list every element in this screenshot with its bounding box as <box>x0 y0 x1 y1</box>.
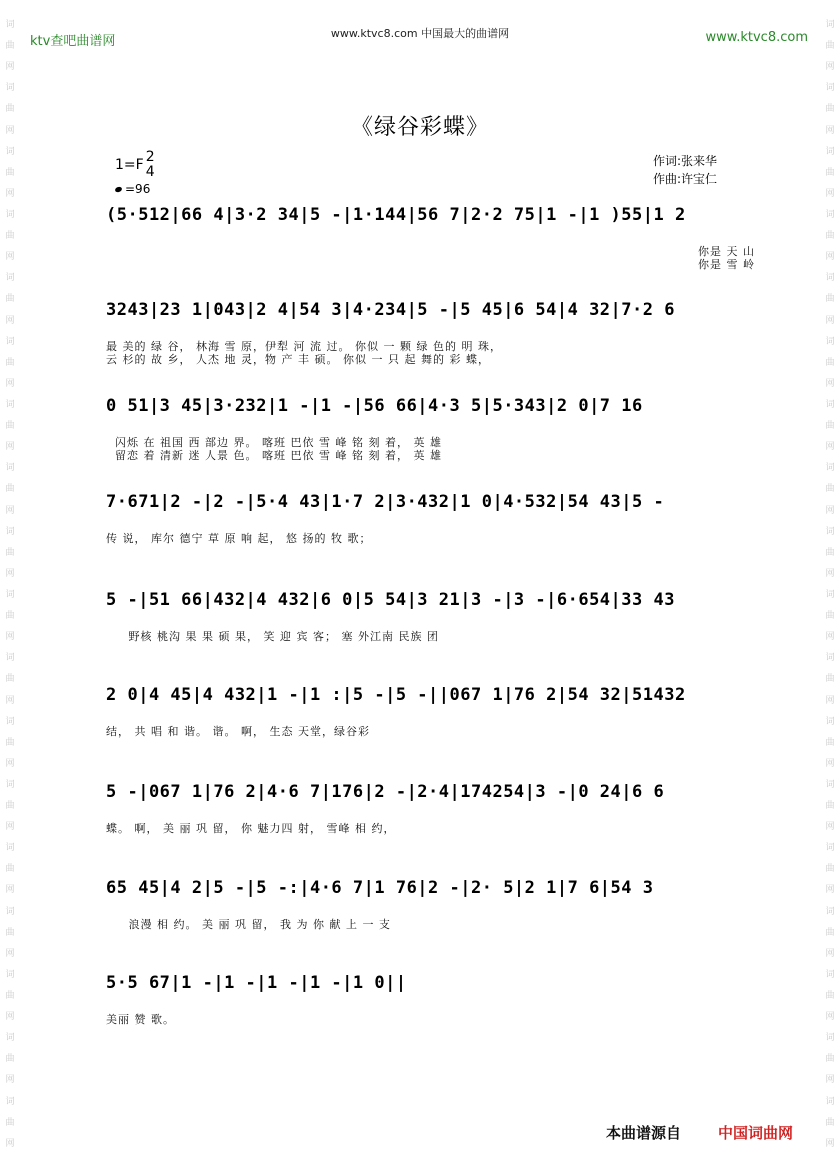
watermark-glyph: 曲 <box>5 231 15 242</box>
watermark-glyph: 网 <box>825 1075 835 1086</box>
watermark-glyph: 网 <box>5 695 15 706</box>
watermark-glyph: 网 <box>5 1075 15 1086</box>
lyric-line: 浪漫 相 约。 美 丽 巩 留， 我 为 你 献 上 一 支 <box>106 918 391 931</box>
notation-line: 5 -|067 1|76 2|4·6 7|176|2 -|2·4|174254|3 -|0 24|6 6 <box>106 782 665 802</box>
notation-line: 5·5 67|1 -|1 -|1 -|1 -|1 0|| <box>106 973 407 993</box>
watermark-glyph: 曲 <box>825 547 835 558</box>
notation-line: 65 45|4 2|5 -|5 -:|4·6 7|1 76|2 -|2· 5|2 1|7 6|54 3 <box>106 878 654 898</box>
notation-line: 2 0|4 45|4 432|1 -|1 :|5 -|5 -||067 1|76 2|54 32|51432 <box>106 685 686 705</box>
watermark-glyph: 曲 <box>825 927 835 938</box>
site-name-left: ktv查吧曲谱网 <box>30 34 116 49</box>
tempo-value: =96 <box>125 182 151 196</box>
watermark-glyph: 网 <box>825 1012 835 1023</box>
lyric-line: 美丽 赞 歌。 <box>106 1013 175 1026</box>
lyric-line: 你是 雪 岭 <box>698 258 755 271</box>
watermark-glyph: 网 <box>825 695 835 706</box>
watermark-glyph: 曲 <box>825 1054 835 1065</box>
time-top: 2 <box>145 149 155 165</box>
watermark-glyph: 词 <box>825 399 835 410</box>
quarter-note-icon <box>114 186 122 193</box>
lyric-line: 云 杉的 故 乡， 人杰 地 灵，物 产 丰 硕。 你似 一 只 起 舞的 彩 蝶， <box>106 353 490 366</box>
watermark-glyph: 词 <box>825 273 835 284</box>
composer-credit: 作曲:许宝仁 <box>653 172 718 186</box>
watermark-glyph: 词 <box>825 589 835 600</box>
watermark-glyph: 曲 <box>825 484 835 495</box>
key-label: 1=F <box>115 157 144 173</box>
watermark-glyph: 网 <box>825 822 835 833</box>
watermark-glyph: 网 <box>5 822 15 833</box>
watermark-glyph: 网 <box>825 758 835 769</box>
watermark-glyph: 网 <box>5 1012 15 1023</box>
watermark-glyph: 词 <box>825 146 835 157</box>
watermark-glyph: 词 <box>5 20 15 30</box>
watermark-glyph: 网 <box>5 252 15 263</box>
watermark-glyph: 曲 <box>825 737 835 748</box>
watermark-glyph: 曲 <box>5 674 15 685</box>
watermark-glyph: 词 <box>5 1033 15 1044</box>
song-title: 《绿谷彩蝶》 <box>350 115 489 140</box>
watermark-glyph: 词 <box>5 843 15 854</box>
watermark-glyph: 词 <box>5 209 15 220</box>
watermark-glyph: 曲 <box>5 104 15 115</box>
watermark-glyph: 网 <box>5 125 15 136</box>
watermark-glyph: 网 <box>825 442 835 453</box>
notation-line: 7·671|2 -|2 -|5·4 43|1·7 2|3·432|1 0|4·532|54 43|5 - <box>106 492 665 512</box>
watermark-glyph: 曲 <box>5 167 15 178</box>
watermark-glyph: 曲 <box>5 801 15 812</box>
lyric-line: 传 说， 库尔 德宁 草 原 响 起， 悠 扬的 牧 歌； <box>106 532 372 545</box>
site-header-center: www.ktvc8.com 中国最大的曲谱网 <box>330 27 510 40</box>
footer-source-label: 本曲谱源自 <box>606 1124 682 1142</box>
watermark-glyph: 词 <box>825 779 835 790</box>
watermark-glyph: 曲 <box>825 864 835 875</box>
watermark-glyph: 网 <box>825 188 835 199</box>
watermark-glyph: 曲 <box>825 231 835 242</box>
watermark-glyph: 曲 <box>5 991 15 1002</box>
watermark-glyph: 词 <box>825 1033 835 1044</box>
tempo-marking <box>115 182 150 196</box>
watermark-glyph: 词 <box>5 969 15 980</box>
watermark-glyph: 曲 <box>825 674 835 685</box>
watermark-glyph: 网 <box>5 442 15 453</box>
watermark-glyph: 网 <box>5 948 15 959</box>
lyric-line: 野核 桃沟 果 果 硕 果， 笑 迎 宾 客； 塞 外江南 民族 团 <box>106 630 439 643</box>
watermark-glyph: 曲 <box>825 41 835 52</box>
notation-line: 5 -|51 66|432|4 432|6 0|5 54|3 21|3 -|3 -|6·654|33 43 <box>106 590 675 610</box>
watermark-glyph: 曲 <box>5 1117 15 1128</box>
watermark-glyph: 曲 <box>825 611 835 622</box>
lyric-line: 蝶。 啊， 美 丽 巩 留， 你 魅力四 射， 雪峰 相 约， <box>106 822 396 835</box>
time-signature <box>146 150 155 180</box>
watermark-glyph: 词 <box>825 716 835 727</box>
watermark-glyph: 曲 <box>5 864 15 875</box>
watermark-glyph: 词 <box>5 399 15 410</box>
watermark-glyph: 曲 <box>5 547 15 558</box>
watermark-glyph: 词 <box>5 526 15 537</box>
watermark-glyph: 词 <box>825 336 835 347</box>
watermark-glyph: 词 <box>5 906 15 917</box>
footer-source-name: 中国词曲网 <box>718 1124 794 1142</box>
notation-line: 3243|23 1|043|2 4|54 3|4·234|5 -|5 45|6 54|4 32|7·2 6 <box>106 300 675 320</box>
watermark-glyph: 网 <box>5 568 15 579</box>
left-side-watermark <box>3 20 17 1149</box>
watermark-glyph: 词 <box>825 526 835 537</box>
lyricist-credit: 作词:张来华 <box>653 154 718 168</box>
watermark-glyph: 曲 <box>5 1054 15 1065</box>
watermark-glyph: 曲 <box>5 484 15 495</box>
credits <box>653 152 717 188</box>
watermark-glyph: 词 <box>5 1096 15 1107</box>
watermark-glyph: 词 <box>5 336 15 347</box>
watermark-glyph: 网 <box>5 505 15 516</box>
notation-line: (5·512|66 4|3·2 34|5 -|1·144|56 7|2·2 75|1 -|1 )55|1 2 <box>106 205 686 225</box>
watermark-glyph: 词 <box>825 209 835 220</box>
lyric-line: 最 美的 绿 谷， 林海 雪 原，伊犁 河 流 过。 你似 一 颗 绿 色的 明 珠， <box>106 340 502 353</box>
watermark-glyph: 词 <box>5 146 15 157</box>
watermark-glyph: 曲 <box>825 991 835 1002</box>
watermark-glyph: 曲 <box>825 801 835 812</box>
watermark-glyph: 词 <box>825 83 835 94</box>
watermark-glyph: 曲 <box>5 611 15 622</box>
watermark-glyph: 词 <box>825 969 835 980</box>
watermark-glyph: 网 <box>5 378 15 389</box>
watermark-glyph: 网 <box>5 315 15 326</box>
watermark-glyph: 曲 <box>825 421 835 432</box>
watermark-glyph: 网 <box>5 1138 15 1149</box>
time-bottom: 4 <box>145 164 155 180</box>
watermark-glyph: 曲 <box>5 357 15 368</box>
watermark-glyph: 词 <box>5 589 15 600</box>
lyric-line: 你是 天 山 <box>698 245 755 258</box>
watermark-glyph: 网 <box>825 632 835 643</box>
watermark-glyph: 词 <box>5 83 15 94</box>
lyric-line: 结， 共 唱 和 谐。 谐。 啊， 生态 天堂，绿谷彩 <box>106 725 370 738</box>
watermark-glyph: 网 <box>5 758 15 769</box>
watermark-glyph: 词 <box>825 1096 835 1107</box>
key-signature <box>115 150 155 180</box>
watermark-glyph: 曲 <box>5 421 15 432</box>
watermark-glyph: 曲 <box>825 357 835 368</box>
notation-line: 0 51|3 45|3·232|1 -|1 -|56 66|4·3 5|5·343|2 0|7 16 <box>106 396 643 416</box>
watermark-glyph: 网 <box>5 188 15 199</box>
lyric-line: 闪烁 在 祖国 西 部边 界。 喀班 巴依 雪 峰 铭 刻 着， 英 雄 <box>106 436 442 449</box>
watermark-glyph: 网 <box>825 62 835 73</box>
watermark-glyph: 曲 <box>5 294 15 305</box>
watermark-glyph: 词 <box>825 463 835 474</box>
right-side-watermark <box>823 20 837 1149</box>
watermark-glyph: 网 <box>825 885 835 896</box>
watermark-glyph: 网 <box>825 315 835 326</box>
watermark-glyph: 词 <box>5 779 15 790</box>
watermark-glyph: 网 <box>825 252 835 263</box>
site-url-right: www.ktvc8.com <box>705 30 808 45</box>
watermark-glyph: 词 <box>5 463 15 474</box>
watermark-glyph: 曲 <box>825 1117 835 1128</box>
watermark-glyph: 网 <box>5 632 15 643</box>
watermark-glyph: 网 <box>825 505 835 516</box>
watermark-glyph: 网 <box>825 125 835 136</box>
watermark-glyph: 词 <box>825 843 835 854</box>
watermark-glyph: 曲 <box>5 737 15 748</box>
watermark-glyph: 网 <box>825 568 835 579</box>
watermark-glyph: 网 <box>825 1138 835 1149</box>
watermark-glyph: 词 <box>825 20 835 30</box>
watermark-glyph: 词 <box>5 273 15 284</box>
watermark-glyph: 词 <box>5 716 15 727</box>
watermark-glyph: 曲 <box>5 41 15 52</box>
watermark-glyph: 网 <box>5 885 15 896</box>
watermark-glyph: 曲 <box>825 294 835 305</box>
watermark-glyph: 网 <box>825 948 835 959</box>
watermark-glyph: 网 <box>825 378 835 389</box>
watermark-glyph: 词 <box>825 653 835 664</box>
watermark-glyph: 词 <box>825 906 835 917</box>
watermark-glyph: 词 <box>5 653 15 664</box>
watermark-glyph: 网 <box>5 62 15 73</box>
lyric-line: 留恋 着 清新 迷 人景 色。 喀班 巴依 雪 峰 铭 刻 着， 英 雄 <box>106 449 442 462</box>
watermark-glyph: 曲 <box>825 167 835 178</box>
watermark-glyph: 曲 <box>825 104 835 115</box>
watermark-glyph: 曲 <box>5 927 15 938</box>
